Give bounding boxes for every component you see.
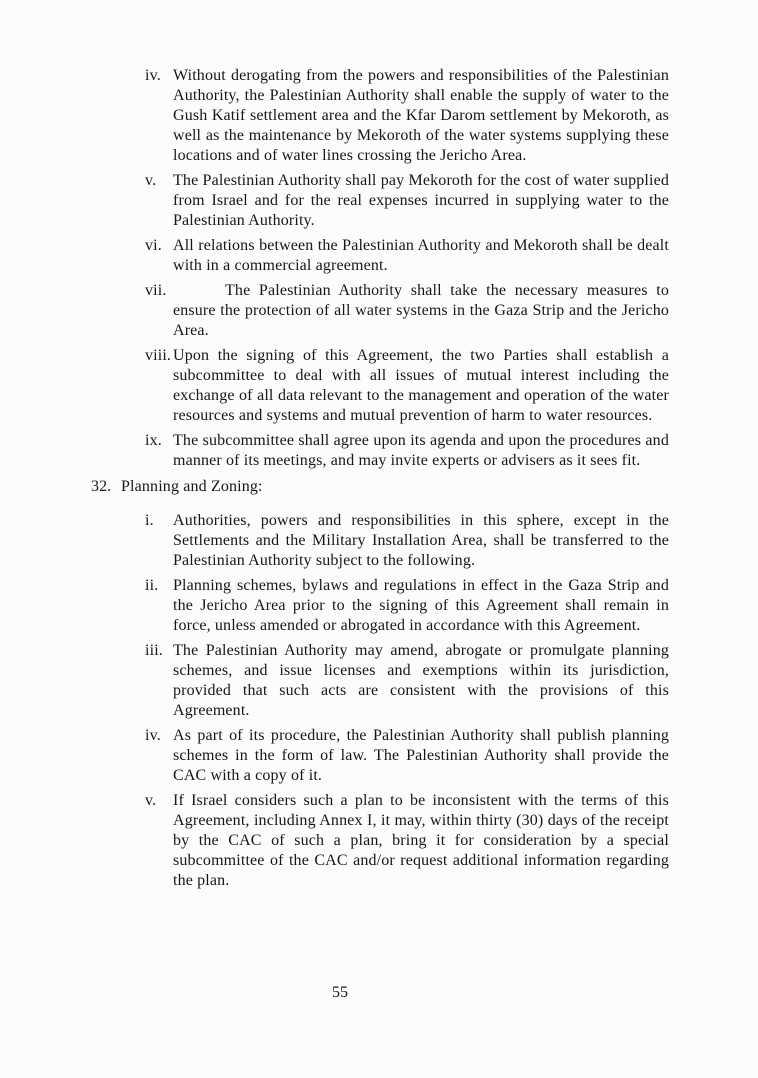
list-item [145, 281, 669, 341]
list-item [145, 346, 669, 426]
list-item-text: The subcommittee shall agree upon its agenda and upon the procedures and manner of its meetings, and may invite experts or advisers as it sees fit. [173, 432, 669, 469]
list-item [145, 236, 669, 276]
list-item [145, 171, 669, 231]
list-item-marker: iv. [145, 67, 161, 84]
list-item-marker: vi. [145, 237, 162, 254]
list-item-text: As part of its procedure, the Palestinian Authority shall publish planning schemes in the form of law. The Palestinian Authority shall provide the CAC with a copy of it. [173, 727, 669, 784]
list-item [145, 641, 669, 721]
list-item [145, 576, 669, 636]
list-item-marker: vii. [145, 282, 167, 299]
planning-zoning-list [91, 511, 669, 891]
list-item-text: Without derogating from the powers and responsibilities of the Palestinian Authority, the Palestinian Authority shall enable the supply of water to the Gush Katif settlement area and the Kfar Darom settlement by Mekoroth, as well as the maintenance by Mekoroth of the water systems supplying these locations and of water lines crossing the Jericho Area. [173, 67, 669, 164]
list-item-marker: i. [145, 512, 154, 529]
list-item-text: If Israel considers such a plan to be inconsistent with the terms of this Agreement, including Annex I, it may, within thirty (30) days of the receipt by the CAC of such a plan, bring it for consideration by a special subcommittee of the CAC and/or request additional information regarding the plan. [173, 792, 669, 889]
list-item-text: The Palestinian Authority shall pay Mekoroth for the cost of water supplied from Israel and for the real expenses incurred in supplying water to the Palestinian Authority. [173, 172, 669, 229]
list-item [145, 511, 669, 571]
list-item-text: Authorities, powers and responsibilities in this sphere, except in the Settlements and the Military Installation Area, shall be transferred to the Palestinian Authority subject to the following. [173, 512, 669, 569]
section-title: Planning and Zoning: [121, 478, 263, 495]
list-item [145, 726, 669, 786]
list-item-marker: viii. [145, 347, 172, 364]
list-item-marker: iv. [145, 727, 161, 744]
list-item-marker: v. [145, 792, 157, 809]
list-item-text: Upon the signing of this Agreement, the two Parties shall establish a subcommittee to deal with all issues of mutual interest including the exchange of all data relevant to the management and operation of the water resources and systems and mutual prevention of harm to water resources. [173, 347, 669, 424]
list-item-text: All relations between the Palestinian Authority and Mekoroth shall be dealt with in a commercial agreement. [173, 237, 669, 274]
document-content [91, 66, 669, 896]
section-heading [91, 477, 669, 497]
section-number: 32. [91, 478, 112, 495]
list-item-marker: iii. [145, 642, 163, 659]
water-provisions-list [91, 66, 669, 471]
list-item-text: The Palestinian Authority shall take the necessary measures to ensure the protection of all water systems in the Gaza Strip and the Jericho Area. [173, 282, 669, 339]
page-number: 55 [332, 984, 348, 1001]
list-item [145, 431, 669, 471]
list-item [145, 66, 669, 166]
list-item-marker: v. [145, 172, 157, 189]
list-item-text: Planning schemes, bylaws and regulations in effect in the Gaza Strip and the Jericho Area prior to the signing of this Agreement shall remain in force, unless amended or abrogated in accordance with this Agreement. [173, 577, 669, 634]
list-item [145, 791, 669, 891]
list-item-text: The Palestinian Authority may amend, abrogate or promulgate planning schemes, and issue licenses and exemptions within its jurisdiction, provided that such acts are consistent with the provisions of this Agreement. [173, 642, 669, 719]
list-item-marker: ii. [145, 577, 159, 594]
list-item-marker: ix. [145, 432, 162, 449]
